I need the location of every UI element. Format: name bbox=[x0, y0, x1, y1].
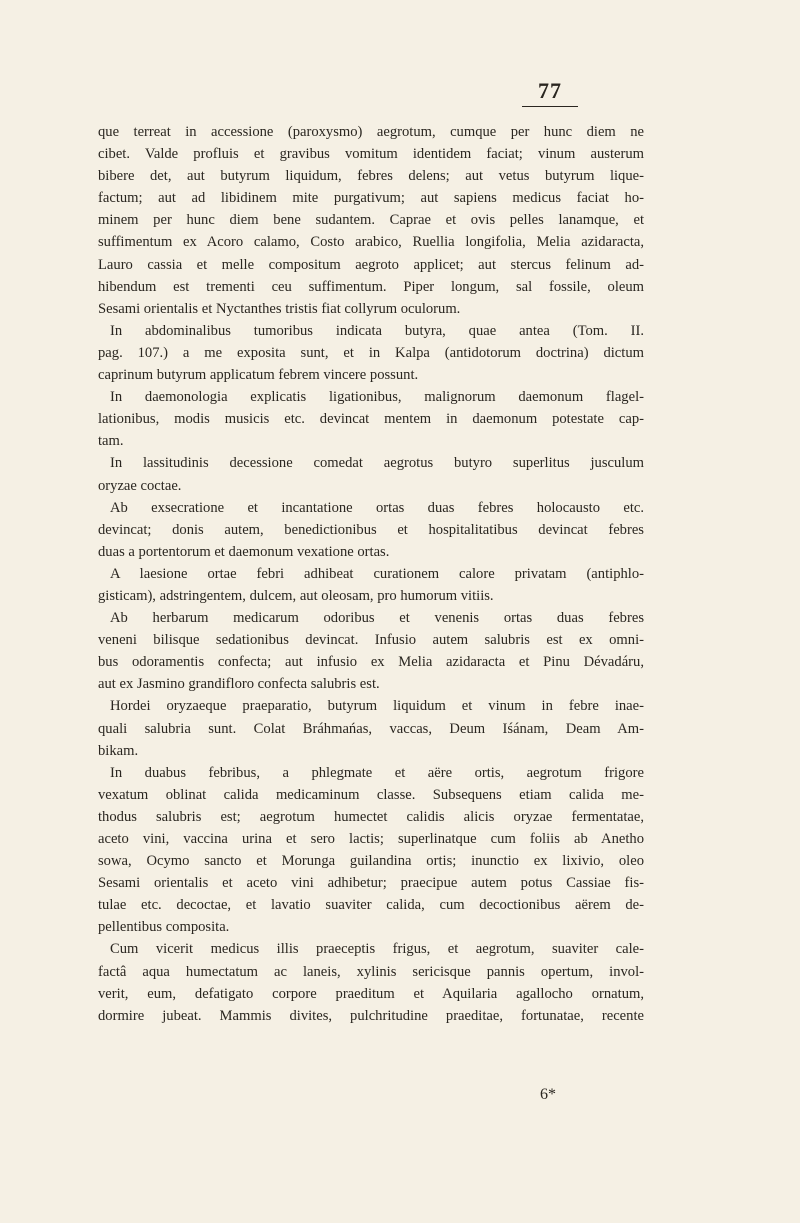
text-line: suffimentum ex Acoro calamo, Costo arabico, Ruellia longifolia, Melia azidaracta, bbox=[98, 234, 644, 251]
text-line: factum; aut ad libidinem mite purgativum; aut sapiens medicus faciat ho- bbox=[98, 190, 644, 207]
text-line: aut ex Jasmino grandifloro confecta salubris est. bbox=[98, 676, 380, 693]
text-line: Sesami orientalis et aceto vini adhibetur; praecipue autem potus Cassiae fis- bbox=[98, 875, 644, 892]
text-line: Cum vicerit medicus illis praeceptis frigus, et aegrotum, suaviter cale- bbox=[110, 941, 644, 958]
text-line: pellentibus composita. bbox=[98, 919, 230, 936]
text-line: A laesione ortae febri adhibeat curationem calore privatam (antiphlo- bbox=[110, 565, 644, 582]
body-text bbox=[98, 121, 644, 1027]
text-line: oryzae coctae. bbox=[98, 477, 182, 494]
text-line: caprinum butyrum applicatum febrem vincere possunt. bbox=[98, 367, 419, 384]
text-line: bus odoramentis confecta; aut infusio ex Melia azidaracta et Pinu Dévadáru, bbox=[98, 654, 644, 671]
text-line: que terreat in accessione (paroxysmo) aegrotum, cumque per hunc diem ne bbox=[98, 124, 644, 140]
text-line: devincat; donis autem, benedictionibus et hospitalitatibus devincat febres bbox=[98, 521, 644, 538]
text-line: aceto vini, vaccina urina et sero lactis; superlinatque cum foliis ab Anetho bbox=[98, 831, 644, 847]
text-line: dormire jubeat. Mammis divites, pulchritudine praeditae, fortunatae, recente bbox=[98, 1007, 644, 1024]
page-header bbox=[0, 78, 800, 107]
text-line: factâ aqua humectatum ac laneis, xylinis sericisque pannis opertum, invol- bbox=[98, 963, 644, 980]
text-line: vexatum oblinat calida medicaminum classe. Subsequens etiam calida me- bbox=[98, 786, 644, 803]
text-line: Lauro cassia et melle compositum aegroto applicet; aut stercus felinum ad- bbox=[98, 256, 644, 273]
text-line: Ab exsecratione et incantatione ortas duas febres holocausto etc. bbox=[110, 499, 644, 516]
text-line: verit, eum, defatigato corpore praeditum et Aquilaria agallocho ornatum, bbox=[98, 985, 644, 1002]
text-line: pag. 107.) a me exposita sunt, et in Kalpa (antidotorum doctrina) dictum bbox=[98, 344, 644, 361]
text-line: minem per hunc diem bene sudantem. Caprae et ovis pelles lanamque, et bbox=[98, 212, 644, 229]
text-line: bikam. bbox=[98, 742, 139, 759]
text-line: In daemonologia explicatis ligationibus, malignorum daemonum flagel- bbox=[110, 389, 644, 406]
text-line: hibendum est trementi ceu suffimentum. Piper longum, sal fossile, oleum bbox=[98, 278, 644, 295]
text-line: quali salubria sunt. Colat Bráhmańas, vaccas, Deum Iśánam, Deam Am- bbox=[98, 720, 644, 737]
text-line: tam. bbox=[98, 433, 124, 450]
page-number: 77 bbox=[522, 78, 578, 107]
text-line: In duabus febribus, a phlegmate et aëre ortis, aegrotum frigore bbox=[110, 764, 644, 781]
text-line: Ab herbarum medicarum odoribus et venenis ortas duas febres bbox=[110, 610, 644, 627]
text-line: cibet. Valde profluis et gravibus vomitum identidem faciat; vinum austerum bbox=[98, 146, 644, 163]
text-line: In lassitudinis decessione comedat aegrotus butyro superlitus jusculum bbox=[110, 455, 644, 472]
text-line: In abdominalibus tumoribus indicata butyra, quae antea (Tom. II. bbox=[110, 322, 644, 339]
text-line: Sesami orientalis et Nyctanthes tristis fiat collyrum oculorum. bbox=[98, 300, 461, 317]
text-line: veneni bilisque sedationibus devincat. Infusio autem salubris est ex omni- bbox=[98, 632, 644, 649]
text-line: gisticam), adstringentem, dulcem, aut oleosam, pro humorum vitiis. bbox=[98, 587, 494, 604]
signature-mark: 6* bbox=[540, 1086, 556, 1103]
text-line: lationibus, modis musicis etc. devincat mentem in daemonum potestate cap- bbox=[98, 411, 644, 428]
text-line: sowa, Ocymo sancto et Morunga guilandina ortis; inunctio ex lixivio, oleo bbox=[98, 853, 644, 870]
text-line: bibere det, aut butyrum liquidum, febres delens; aut vetus butyrum lique- bbox=[98, 168, 644, 185]
text-line: Hordei oryzaeque praeparatio, butyrum liquidum et vinum in febre inae- bbox=[110, 698, 644, 715]
text-line: thodus salubris est; aegrotum humectet calidis alicis oryzae fermentatae, bbox=[98, 808, 644, 825]
text-line: tulae etc. decoctae, et lavatio suaviter calida, cum decoctionibus aërem de- bbox=[98, 897, 644, 914]
text-line: duas a portentorum et daemonum vexatione ortas. bbox=[98, 543, 390, 560]
